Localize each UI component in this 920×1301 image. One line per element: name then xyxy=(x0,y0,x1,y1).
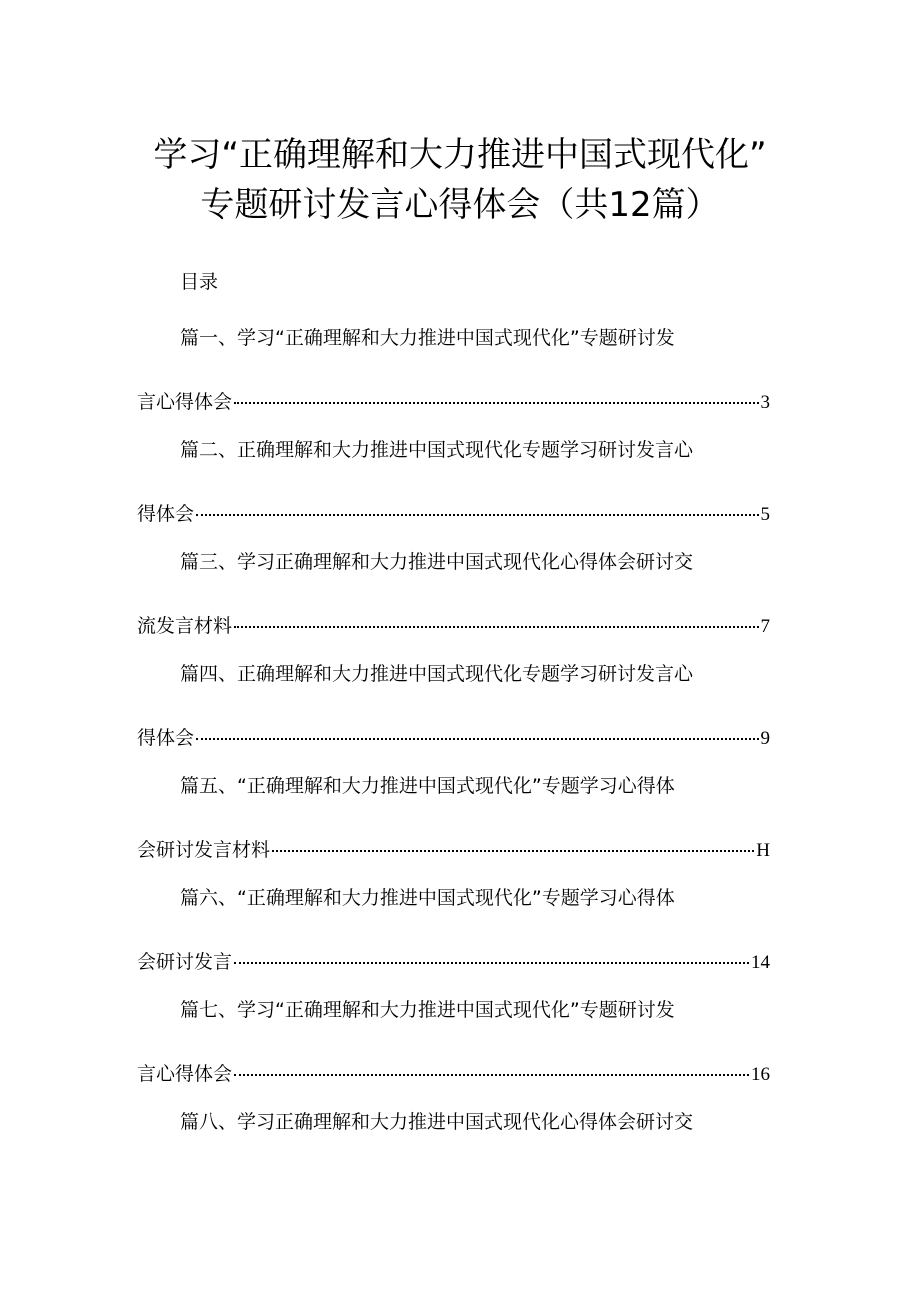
toc-entry-6-text: 会研讨发言 xyxy=(137,951,233,973)
toc-entry-7-page: 16 xyxy=(751,1064,770,1085)
toc-entry-1-page: 3 xyxy=(760,392,770,413)
toc-entry-2-line-2[interactable] xyxy=(137,492,770,529)
toc-entry-4-line-1[interactable]: 篇四、正确理解和大力推进中国式现代化专题学习研讨发言心 xyxy=(180,663,694,685)
toc-entry-2-text: 得体会 xyxy=(137,503,195,525)
toc-entry-7-line-1[interactable]: 篇七、学习“正确理解和大力推进中国式现代化”专题研讨发 xyxy=(180,999,675,1021)
toc-entry-1-line-1[interactable]: 篇一、学习“正确理解和大力推进中国式现代化”专题研讨发 xyxy=(180,327,675,349)
toc-entry-5-leader xyxy=(272,828,754,856)
toc-entry-4-page: 9 xyxy=(760,728,770,749)
toc-entry-2-page: 5 xyxy=(760,504,770,525)
toc-entry-1-leader xyxy=(234,380,758,408)
toc-entry-6-page: 14 xyxy=(751,952,770,973)
toc-entry-2-leader xyxy=(196,492,758,520)
toc-entry-3-leader xyxy=(234,604,758,632)
toc-entry-8-line-1[interactable]: 篇八、学习正确理解和大力推进中国式现代化心得体会研讨交 xyxy=(180,1111,694,1133)
document-title-line-1: 学习“正确理解和大力推进中国式现代化” xyxy=(153,135,767,175)
toc-entry-3-text: 流发言材料 xyxy=(137,615,233,637)
toc-entry-5-line-2[interactable] xyxy=(137,828,770,865)
toc-entry-7-text: 言心得体会 xyxy=(137,1063,233,1085)
document-title-line-2: 专题研讨发言心得体会（共12篇） xyxy=(200,185,720,225)
toc-entry-7-leader xyxy=(234,1052,749,1080)
toc-entry-6-line-1[interactable]: 篇六、“正确理解和大力推进中国式现代化”专题学习心得体 xyxy=(180,887,675,909)
toc-heading: 目录 xyxy=(180,271,219,293)
toc-entry-1-line-2[interactable] xyxy=(137,380,770,417)
toc-entry-3-line-2[interactable] xyxy=(137,604,770,641)
toc-entry-4-text: 得体会 xyxy=(137,727,195,749)
toc-entry-4-leader xyxy=(196,716,758,744)
toc-entry-2-line-1[interactable]: 篇二、正确理解和大力推进中国式现代化专题学习研讨发言心 xyxy=(180,439,694,461)
toc-entry-1-text: 言心得体会 xyxy=(137,391,233,413)
toc-entry-5-line-1[interactable]: 篇五、“正确理解和大力推进中国式现代化”专题学习心得体 xyxy=(180,775,675,797)
toc-entry-6-line-2[interactable] xyxy=(137,940,770,977)
toc-entry-5-text: 会研讨发言材料 xyxy=(137,839,271,861)
toc-entry-3-line-1[interactable]: 篇三、学习正确理解和大力推进中国式现代化心得体会研讨交 xyxy=(180,551,694,573)
toc-entry-7-line-2[interactable] xyxy=(137,1052,770,1089)
toc-entry-6-leader xyxy=(234,940,749,968)
toc-entry-3-page: 7 xyxy=(760,616,770,637)
toc-entry-5-page: H xyxy=(756,840,770,861)
toc-entry-4-line-2[interactable] xyxy=(137,716,770,753)
